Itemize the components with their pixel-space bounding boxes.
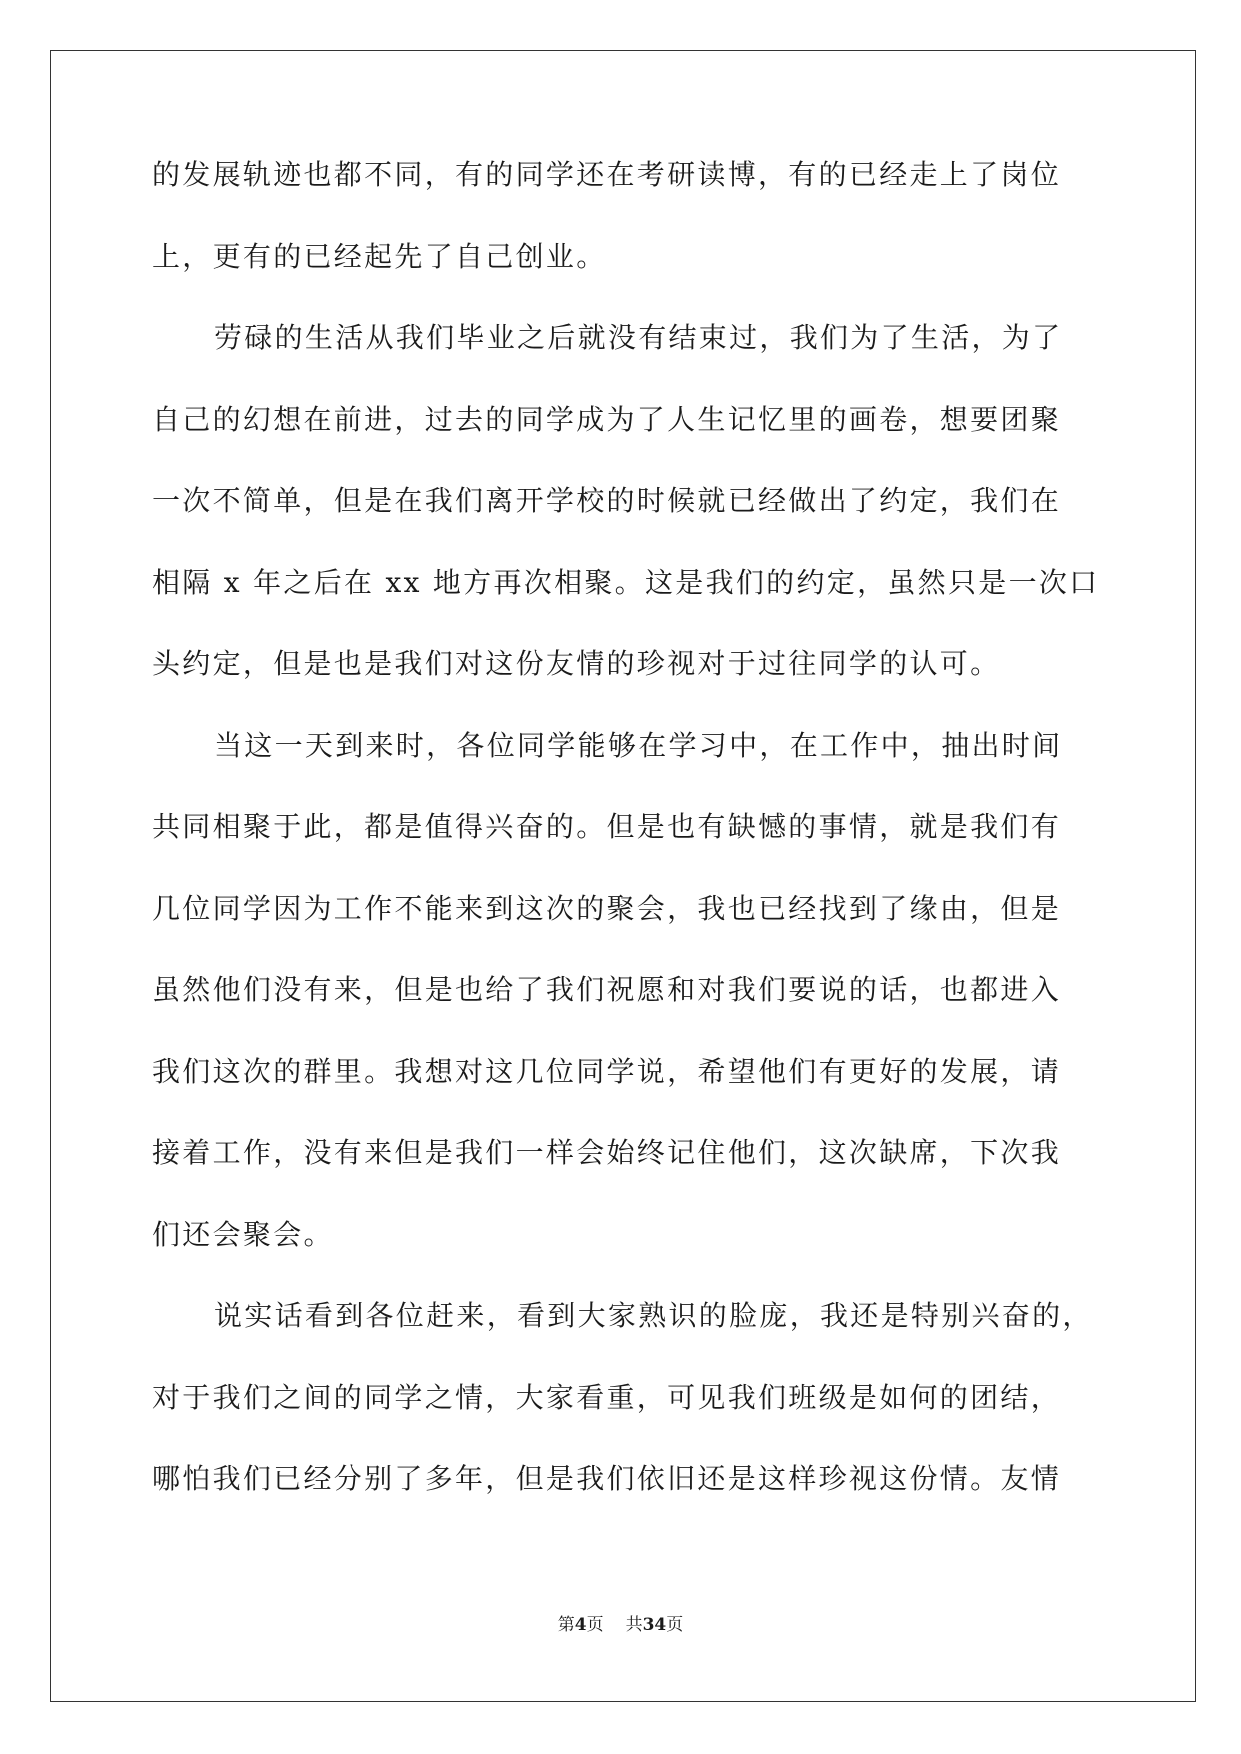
text-line: 一次不简单，但是在我们离开学校的时候就已经做出了约定，我们在 [152, 484, 1062, 517]
text-line: 共同相聚于此，都是值得兴奋的。但是也有缺憾的事情，就是我们有 [152, 810, 1062, 843]
text-line: 自己的幻想在前进，过去的同学成为了人生记忆里的画卷，想要团聚 [152, 402, 1062, 436]
text-line: 上，更有的已经起先了自己创业。 [152, 239, 607, 273]
text-line: 哪怕我们已经分别了多年，但是我们依旧还是这样珍视这份情。友情 [152, 1462, 1062, 1495]
footer-page-suffix: 页 [586, 1615, 604, 1635]
text-line: 们还会聚会。 [152, 1217, 334, 1251]
page-number: 4 [574, 1615, 587, 1635]
total-pages: 34 [642, 1615, 667, 1635]
text-line: 虽然他们没有来，但是也给了我们祝愿和对我们要说的话，也都进入 [152, 973, 1062, 1006]
footer-prefix: 第 [557, 1615, 575, 1635]
text-line: 当这一天到来时，各位同学能够在学习中，在工作中，抽出时间 [214, 728, 1063, 762]
text-line: 对于我们之间的同学之情，大家看重，可见我们班级是如何的团结， [152, 1380, 1062, 1414]
text-line: 说实话看到各位赶来，看到大家熟识的脸庞，我还是特别兴奋的， [214, 1299, 1093, 1332]
text-line: 接着工作，没有来但是我们一样会始终记住他们，这次缺席，下次我 [152, 1136, 1062, 1169]
text-line: 的发展轨迹也都不同，有的同学还在考研读博，有的已经走上了岗位 [152, 158, 1062, 191]
footer-total-suffix: 页 [666, 1615, 684, 1635]
text-line: 劳碌的生活从我们毕业之后就没有结束过，我们为了生活，为了 [214, 321, 1063, 354]
text-line: 头约定，但是也是我们对这份友情的珍视对于过往同学的认可。 [152, 647, 1001, 680]
text-line: 我们这次的群里。我想对这几位同学说，希望他们有更好的发展，请 [152, 1054, 1062, 1088]
document-body [152, 155, 1100, 1541]
page-footer [0, 1613, 1241, 1637]
footer-total-prefix: 共 [625, 1615, 643, 1635]
text-line: 相隔 x 年之后在 xx 地方再次相聚。这是我们的约定，虽然只是一次口 [152, 565, 1100, 599]
text-line: 几位同学因为工作不能来到这次的聚会，我也已经找到了缘由，但是 [152, 891, 1062, 925]
